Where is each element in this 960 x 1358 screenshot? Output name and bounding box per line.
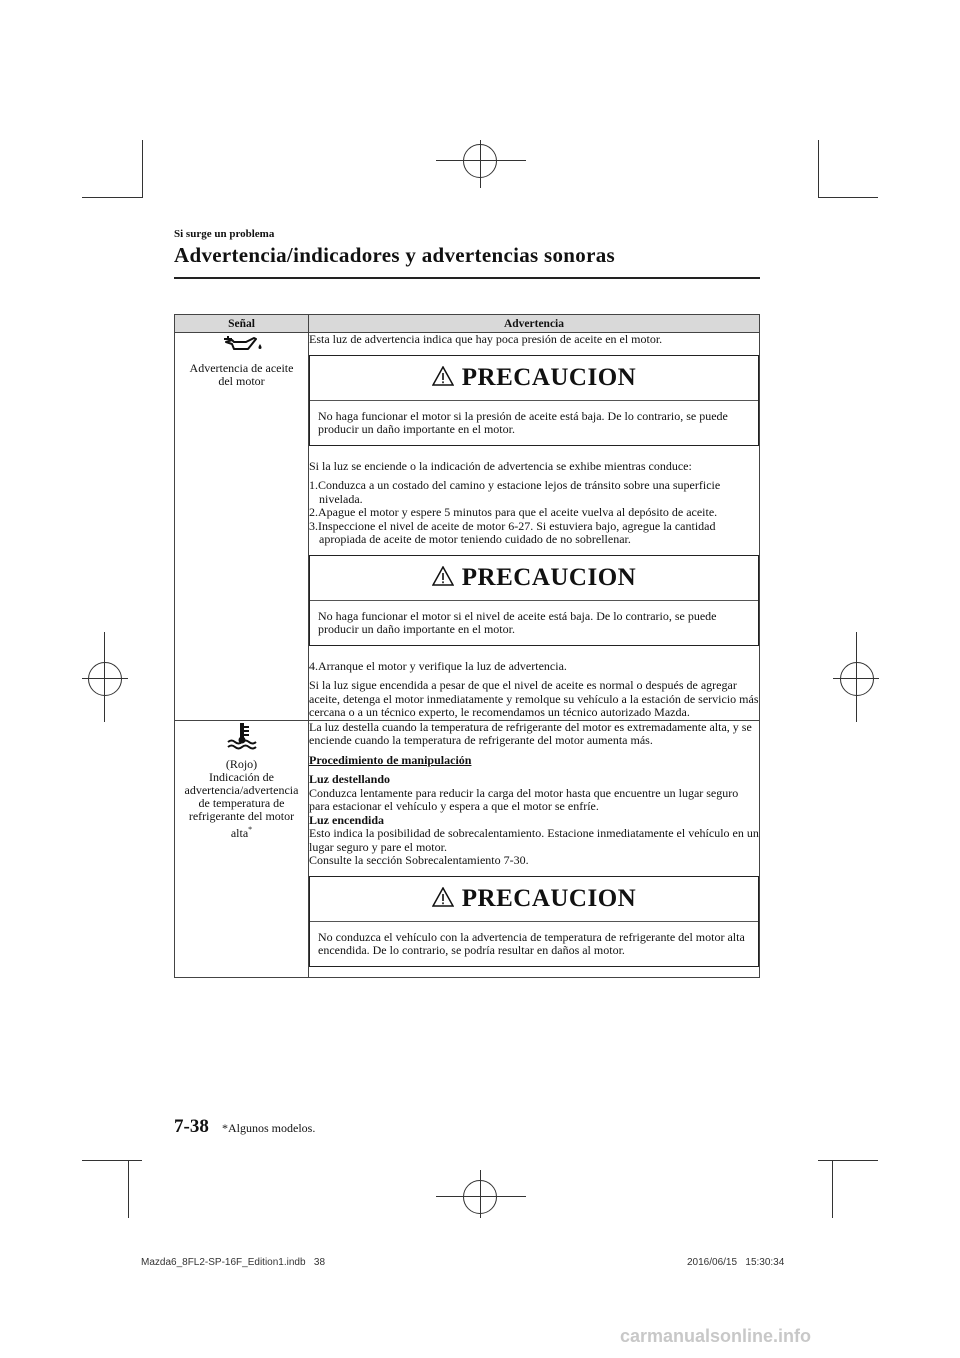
footer-file-name: Mazda6_8FL2-SP-16F_Edition1.indb 38: [141, 1257, 326, 1268]
signal-cell-coolant: [175, 720, 309, 977]
caution-box-coolant: [309, 876, 759, 967]
description-cell-coolant: [309, 720, 760, 977]
on-text: Esto indica la posibilidad de sobrecalentamiento. Estacione inmediatamente el vehículo en un lugar seguro y pare el motor.: [309, 826, 759, 854]
oil-intro: Esta luz de advertencia indica que hay poca presión de aceite en el motor.: [309, 332, 663, 346]
caution-box-oil-level: [309, 555, 759, 646]
caution-title: PRECAUCION: [461, 363, 637, 391]
signal-color-label: (Rojo): [225, 756, 258, 771]
on-heading: Luz encendida: [309, 812, 385, 827]
warning-triangle-icon: [432, 566, 454, 590]
footer-date: 2016/06/15 15:30:34: [687, 1257, 785, 1268]
table-header-row: [175, 315, 760, 333]
caution-text: No haga funcionar el motor si la presión de aceite está baja. De lo contrario, se puede producir un daño importante en el motor.: [318, 408, 728, 436]
oil-can-icon: [175, 333, 308, 358]
signal-label-coolant: Indicación de advertencia/advertencia de temperatura de refrigerante del motor alta*: [184, 769, 299, 840]
page-title: Advertencia/indicadores y advertencias sonoras: [174, 243, 615, 267]
oil-step-4: 4.Arranque el motor y verifique la luz de advertencia.: [309, 658, 567, 673]
page-number: 7-38: [174, 1116, 209, 1137]
signal-cell-oil: [175, 333, 309, 721]
column-header-signal: Señal: [175, 315, 309, 333]
warning-triangle-icon: [432, 887, 454, 911]
title-rule: [174, 277, 760, 279]
warning-table: [174, 314, 760, 978]
procedure-heading: Procedimiento de manipulación: [309, 752, 472, 767]
table-row: [175, 720, 760, 977]
flashing-text: Conduzca lentamente para reducir la carga del motor hasta que encuentre un lugar seguro para estacionar el vehículo y espera a que el motor se enfríe.: [309, 785, 739, 813]
see-also-text: Consulte la sección Sobrecalentamiento 7-30.: [309, 853, 529, 867]
oil-if-on: Si la luz se enciende o la indicación de advertencia se exhibe mientras conduce:: [309, 458, 692, 473]
caution-title: PRECAUCION: [461, 884, 637, 912]
table-row: [175, 333, 760, 721]
column-header-warning: Advertencia: [309, 315, 760, 333]
flashing-heading: Luz destellando: [309, 772, 391, 786]
watermark: carmanualsonline.info: [620, 1326, 812, 1346]
list-item: 2.Apague el motor y espere 5 minutos para que el aceite vuelva al depósito de aceite.: [309, 505, 718, 519]
coolant-intro: La luz destella cuando la temperatura de refrigerante del motor es extremadamente alta, y se enciende cuando la temperatura de refrigerante del motor aumenta más.: [309, 719, 752, 747]
footnote-asterisk: *: [248, 824, 253, 834]
description-cell-oil: [309, 333, 760, 721]
list-item: 3.Inspeccione el nivel de aceite de motor 6-27. Si estuviera bajo, agregue la cantidad apropiada de aceite de motor teniendo cuidado de no sobrellenar.: [309, 518, 716, 546]
footnote: *Algunos modelos.: [222, 1121, 316, 1135]
signal-label-oil: Advertencia de aceite del motor: [189, 361, 294, 388]
warning-triangle-icon: [432, 366, 454, 390]
oil-final: Si la luz sigue encendida a pesar de que el nivel de aceite es normal o después de agregar aceite, detenga el motor inmediatamente y remolque su vehículo a la estación de servicio más cercana o a un técnico experto, le recomendamos un técnico autorizado Mazda.: [309, 678, 759, 719]
list-item: 1.Conduzca a un costado del camino y estacione lejos de tránsito sobre una superficie nivelada.: [309, 478, 721, 506]
caution-text: No conduzca el vehículo con la advertencia de temperatura de refrigerante del motor alta encendida. De lo contrario, se podría resultar en daños al motor.: [318, 929, 745, 957]
caution-box-oil-pressure: [309, 355, 759, 446]
caution-title: PRECAUCION: [461, 563, 637, 591]
section-label: Si surge un problema: [174, 228, 275, 240]
coolant-temperature-icon: [175, 721, 308, 754]
caution-text: No haga funcionar el motor si el nivel de aceite está baja. De lo contrario, se puede producir un daño importante en el motor.: [318, 608, 717, 636]
oil-steps-list: [309, 479, 759, 547]
